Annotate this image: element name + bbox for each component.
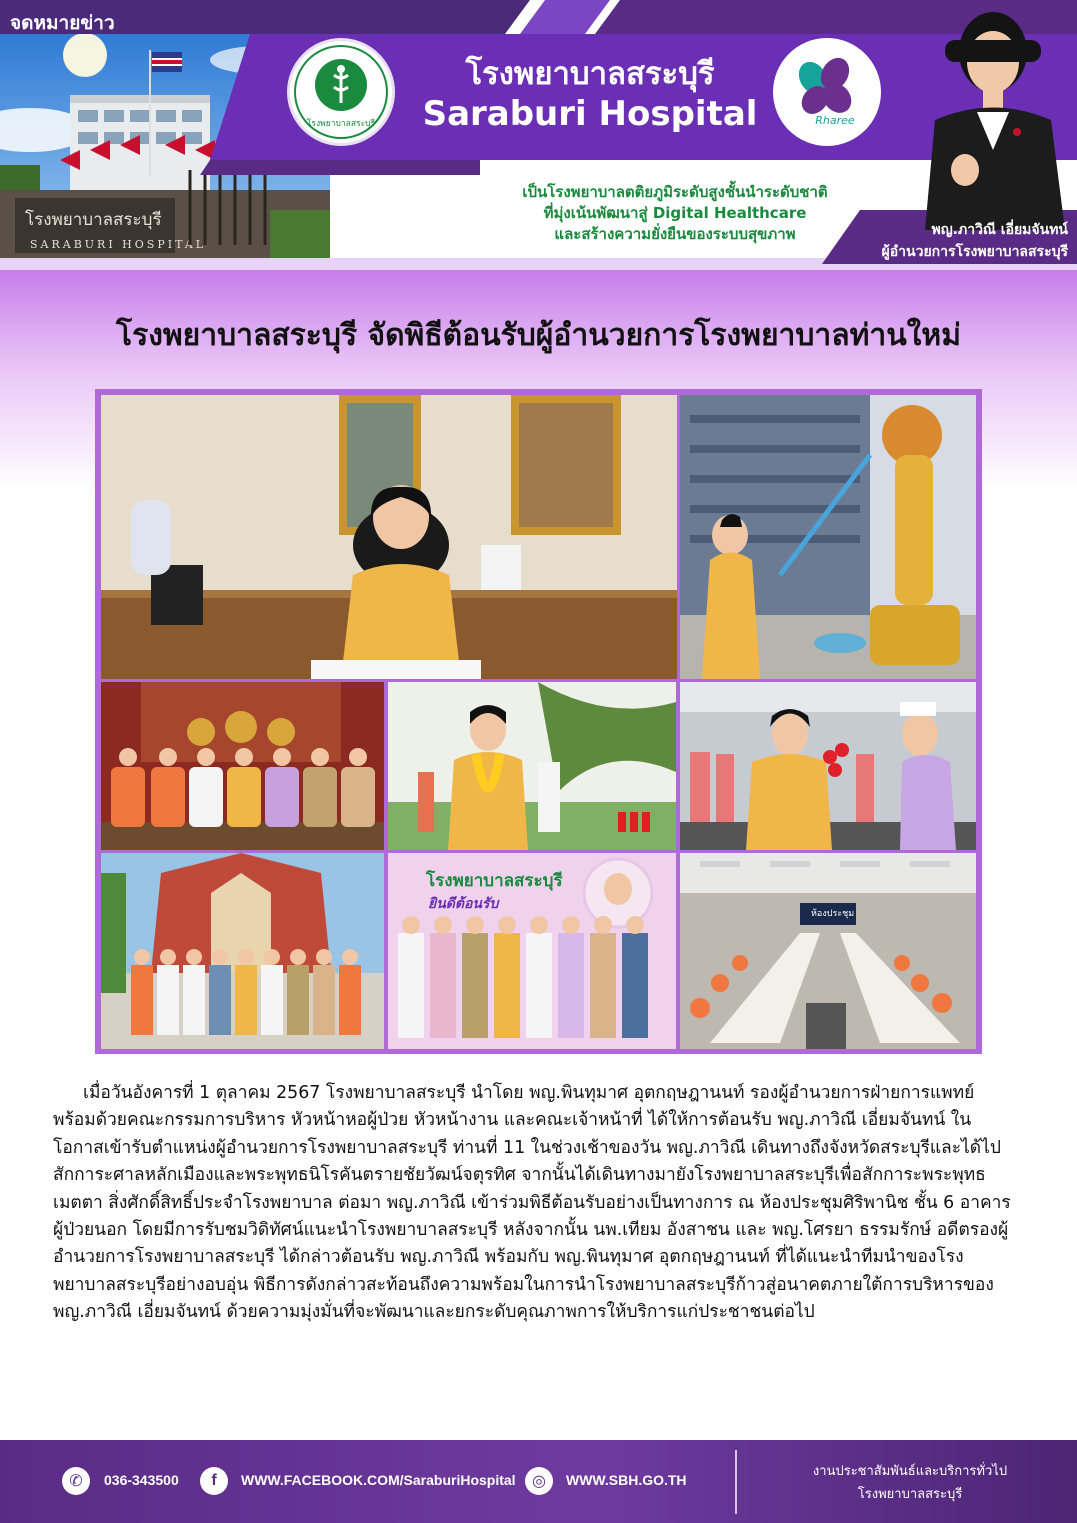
photo-welcome-backdrop-group	[388, 853, 676, 1049]
tagline-line-1: เป็นโรงพยาบาลตติยภูมิระดับสูงชั้นนำระดับชาติ	[522, 183, 828, 201]
photo-flower-garland-welcome	[388, 682, 676, 850]
building-sign-en: SARABURI HOSPITAL	[30, 238, 207, 251]
photo-meeting-room	[680, 853, 976, 1049]
facebook-icon: f	[200, 1467, 228, 1495]
tagline-line-2: ที่มุ่งเน้นพัฒนาสู่ Digital Healthcare	[543, 204, 807, 222]
footer-divider	[735, 1450, 737, 1514]
welcome-sign-title: โรงพยาบาลสระบุรี	[426, 871, 563, 891]
footer-facebook-link[interactable]: WWW.FACEBOOK.COM/SaraburiHospital	[241, 1472, 516, 1488]
footer-department: งานประชาสัมพันธ์และบริการทั่วไป	[812, 1464, 1008, 1479]
photo-receiving-roses	[680, 682, 976, 850]
building-sign-th: โรงพยาบาลสระบุรี	[25, 210, 162, 230]
photo-director-at-desk	[101, 395, 677, 679]
phone-icon: ✆	[62, 1467, 90, 1495]
rharee-logo	[773, 38, 881, 146]
photo-group-at-city-pillar-shrine	[101, 682, 384, 850]
tagline-line-3: และสร้างความยั่งยืนของระบบสุขภาพ	[554, 225, 796, 243]
photo-group-at-temple	[101, 853, 384, 1049]
hospital-title-th: โรงพยาบาลสระบุรี	[465, 56, 715, 92]
article-body: เมื่อวันอังคารที่ 1 ตุลาคม 2567 โรงพยาบาลสระบุรี นำโดย พญ.พินทุมาศ อุตกฤษฎานนท์ รองผู้อำนวยการฝ่ายการแพทย์ พร้อมด้วยคณะกรรมการบริหาร หัวหน้าหอผู้ป่วย หัวหน้างาน และคณะเจ้าหน้าที่ ได้ให้การต้อนรับ พญ.ภาวิณี เอี่ยมจันทน์ ในโอกาสเข้ารับตำแหน่งผู้อำนวยการโรงพยาบาลสระบุรี ท่านที่ 11 ในช่วงเช้าของวัน พญ.ภาวิณี เดินทางถึงจังหวัดสระบุรีและได้ไปสักการะศาลหลักเมืองและพระพุทธนิโรคันตรายชัยวัฒน์จตุรทิศ จากนั้นได้เดินทางมายังโรงพยาบาลสระบุรีเพื่อสักการะพระพุทธเมตตา สิ่งศักดิ์สิทธิ์ประจำโรงพยาบาล ต่อมา พญ.ภาวิณี เข้าร่วมพิธีต้อนรับอย่างเป็นทางการ ณ ห้องประชุมศิริพานิช ชั้น 6 อาคารผู้ป่วยนอก โดยมีการรับชมวิดิทัศน์แนะนำโรงพยาบาลสระบุรี หลังจากนั้น นพ.เทียม อังสาชน และ พญ.โศรยา ธรรมรักษ์ อดีตรองผู้อำนวยการโรงพยาบาลสระบุรี ได้กล่าวต้อนรับ พญ.ภาวิณี พร้อมกับ พญ.พินทุมาศ อุตกฤษฎานนท์ ที่ได้แนะนำทีมนำของโรงพยาบาลสระบุรีอย่างอบอุ่น พิธีการดังกล่าวสะท้อนถึงความพร้อมในการนำโรงพยาบาลสระบุรีก้าวสู่อนาคตภายใต้การบริหารของ พญ.ภาวิณี เอี่ยมจันทน์ ด้วยความมุ่งมั่นที่จะพัฒนาและยกระดับคุณภาพการให้บริการแก่ประชาชนต่อไป	[53, 1083, 1011, 1323]
footer-website-link[interactable]: WWW.SBH.GO.TH	[566, 1472, 687, 1488]
newsletter-tag: จดหมายข่าว	[10, 12, 115, 34]
moph-logo-caption: โรงพยาบาลสระบุรี	[306, 119, 376, 129]
hospital-title-en: Saraburi Hospital	[422, 94, 758, 134]
rharee-logo-text: Rharee	[815, 114, 855, 127]
welcome-sign-sub: ยินดีต้อนรับ	[428, 896, 499, 912]
footer-phone[interactable]: 036-343500	[104, 1472, 179, 1488]
hospital-tagline	[490, 182, 860, 245]
footer-hospital: โรงพยาบาลสระบุรี	[857, 1487, 963, 1502]
director-position: ผู้อำนวยการโรงพยาบาลสระบุรี	[881, 244, 1068, 260]
director-portrait	[905, 0, 1077, 230]
photo-buddha-bathing-ceremony	[680, 395, 976, 679]
footer-bar	[0, 1440, 1077, 1523]
news-headline: โรงพยาบาลสระบุรี จัดพิธีต้อนรับผู้อำนวยการโรงพยาบาลท่านใหม่	[116, 318, 961, 353]
director-name: พญ.ภาวิณี เอี่ยมจันทน์	[931, 222, 1068, 238]
globe-icon: ◎	[525, 1467, 553, 1495]
newsletter-header	[0, 0, 1077, 270]
meeting-room-sign: ห้องประชุม	[811, 909, 855, 919]
photo-collage	[95, 389, 982, 1054]
moph-logo	[287, 38, 395, 146]
